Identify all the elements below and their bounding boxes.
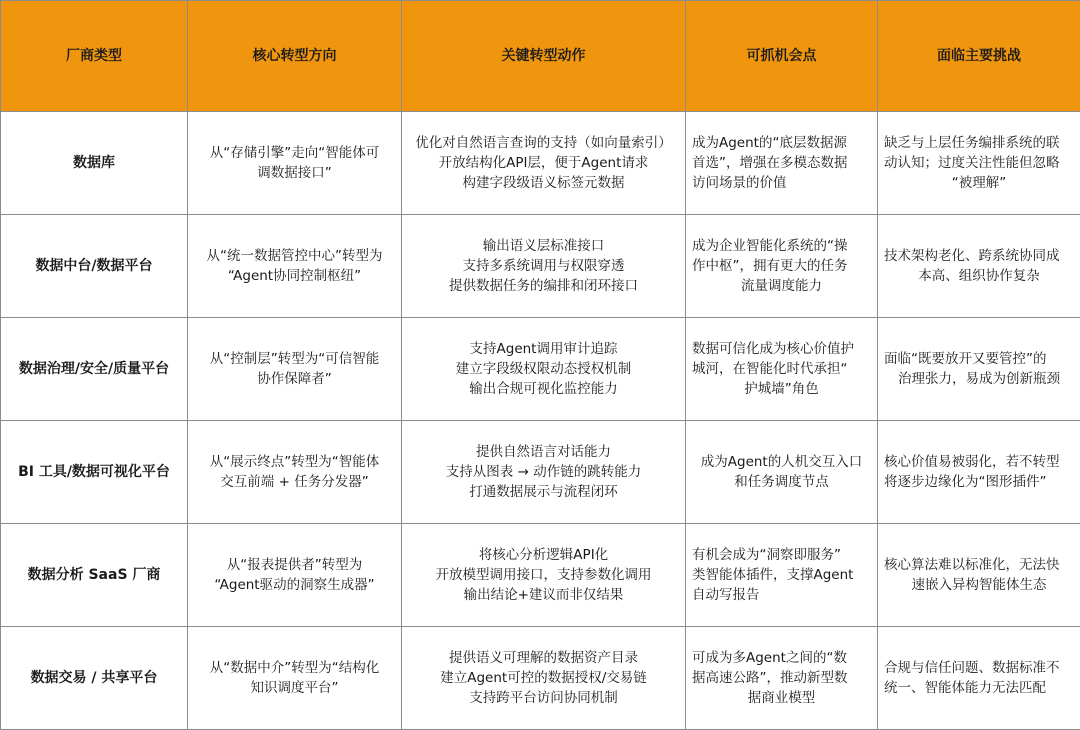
text-line: 将逐步边缘化为“图形插件” — [884, 472, 1074, 492]
cell-direction — [188, 318, 402, 421]
cell-actions — [402, 112, 686, 215]
cell-direction — [188, 421, 402, 524]
text-line: 开放模型调用接口，支持参数化调用 — [408, 565, 679, 585]
text-line: “Agent驱动的洞察生成器” — [194, 575, 395, 595]
text-line: 据商业模型 — [692, 688, 871, 708]
text-line: 构建字段级语义标签元数据 — [408, 173, 679, 193]
header-core-direction: 核心转型方向 — [188, 1, 402, 112]
text-line: 缺乏与上层任务编排系统的联 — [884, 133, 1074, 153]
text-line: 协作保障者” — [194, 369, 395, 389]
cell-opportunity — [686, 524, 878, 627]
text-line: 类智能体插件，支撑Agent — [692, 565, 871, 585]
text-line: 合规与信任问题、数据标准不 — [884, 658, 1074, 678]
text-line: 和任务调度节点 — [692, 472, 871, 492]
text-line: 面临“既要放开又要管控”的 — [884, 349, 1074, 369]
text-line: 核心价值易被弱化，若不转型 — [884, 452, 1074, 472]
text-line: 作中枢”，拥有更大的任务 — [692, 256, 871, 276]
table-header — [1, 1, 1080, 112]
text-line: 调数据接口” — [194, 163, 395, 183]
cell-challenge — [878, 627, 1080, 730]
cell-vendor-type: 数据库 — [1, 112, 188, 215]
text-line: 本高、组织协作复杂 — [884, 266, 1074, 286]
text-line: 提供语义可理解的数据资产目录 — [408, 648, 679, 668]
text-line: 交互前端 + 任务分发器” — [194, 472, 395, 492]
text-line: 可成为多Agent之间的“数 — [692, 648, 871, 668]
cell-actions — [402, 421, 686, 524]
text-line: 优化对自然语言查询的支持（如向量索引） — [408, 133, 679, 153]
cell-direction — [188, 112, 402, 215]
text-line: 成为企业智能化系统的“操 — [692, 236, 871, 256]
cell-opportunity — [686, 318, 878, 421]
cell-vendor-type: 数据交易 / 共享平台 — [1, 627, 188, 730]
text-line: 输出结论+建议而非仅结果 — [408, 585, 679, 605]
text-line: 动认知；过度关注性能但忽略 — [884, 153, 1074, 173]
text-line: 访问场景的价值 — [692, 173, 871, 193]
text-line: 有机会成为“洞察即服务” — [692, 545, 871, 565]
text-line: 支持从图表 → 动作链的跳转能力 — [408, 462, 679, 482]
table-row — [1, 627, 1080, 730]
text-line: 从“数据中介”转型为“结构化 — [194, 658, 395, 678]
header-key-actions: 关键转型动作 — [402, 1, 686, 112]
cell-opportunity — [686, 112, 878, 215]
cell-opportunity — [686, 215, 878, 318]
header-challenges: 面临主要挑战 — [878, 1, 1080, 112]
cell-vendor-type: 数据治理/安全/质量平台 — [1, 318, 188, 421]
header-vendor-type: 厂商类型 — [1, 1, 188, 112]
text-line: 从“展示终点”转型为“智能体 — [194, 452, 395, 472]
table-row — [1, 524, 1080, 627]
cell-challenge — [878, 318, 1080, 421]
cell-actions — [402, 627, 686, 730]
cell-actions — [402, 524, 686, 627]
text-line: 自动写报告 — [692, 585, 871, 605]
text-line: 数据可信化成为核心价值护 — [692, 339, 871, 359]
text-line: 据高速公路”，推动新型数 — [692, 668, 871, 688]
cell-opportunity — [686, 421, 878, 524]
text-line: 城河，在智能化时代承担“ — [692, 359, 871, 379]
text-line: 速嵌入异构智能体生态 — [884, 575, 1074, 595]
cell-direction — [188, 215, 402, 318]
cell-vendor-type: 数据分析 SaaS 厂商 — [1, 524, 188, 627]
text-line: “Agent协同控制枢纽” — [194, 266, 395, 286]
text-line: 技术架构老化、跨系统协同成 — [884, 246, 1074, 266]
table-row — [1, 421, 1080, 524]
text-line: 建立Agent可控的数据授权/交易链 — [408, 668, 679, 688]
text-line: 从“统一数据管控中心”转型为 — [194, 246, 395, 266]
text-line: 支持Agent调用审计追踪 — [408, 339, 679, 359]
text-line: 从“报表提供者”转型为 — [194, 555, 395, 575]
cell-challenge — [878, 112, 1080, 215]
cell-opportunity — [686, 627, 878, 730]
text-line: 统一、智能体能力无法匹配 — [884, 678, 1074, 698]
table-body — [1, 112, 1080, 730]
table-row — [1, 215, 1080, 318]
header-row — [1, 1, 1080, 112]
cell-challenge — [878, 421, 1080, 524]
text-line: 知识调度平台” — [194, 678, 395, 698]
text-line: 支持跨平台访问协同机制 — [408, 688, 679, 708]
cell-challenge — [878, 524, 1080, 627]
table-row — [1, 318, 1080, 421]
text-line: 成为Agent的人机交互入口 — [692, 452, 871, 472]
text-line: 支持多系统调用与权限穿透 — [408, 256, 679, 276]
text-line: 建立字段级权限动态授权机制 — [408, 359, 679, 379]
table-row — [1, 112, 1080, 215]
cell-direction — [188, 627, 402, 730]
text-line: 输出语义层标准接口 — [408, 236, 679, 256]
text-line: 治理张力，易成为创新瓶颈 — [884, 369, 1074, 389]
cell-direction — [188, 524, 402, 627]
cell-challenge — [878, 215, 1080, 318]
text-line: 打通数据展示与流程闭环 — [408, 482, 679, 502]
text-line: 开放结构化API层，便于Agent请求 — [408, 153, 679, 173]
header-opportunities: 可抓机会点 — [686, 1, 878, 112]
text-line: 核心算法难以标准化，无法快 — [884, 555, 1074, 575]
text-line: 输出合规可视化监控能力 — [408, 379, 679, 399]
cell-vendor-type: BI 工具/数据可视化平台 — [1, 421, 188, 524]
text-line: 提供数据任务的编排和闭环接口 — [408, 276, 679, 296]
text-line: “被理解” — [884, 173, 1074, 193]
text-line: 从“控制层”转型为“可信智能 — [194, 349, 395, 369]
cell-vendor-type: 数据中台/数据平台 — [1, 215, 188, 318]
text-line: 流量调度能力 — [692, 276, 871, 296]
cell-actions — [402, 215, 686, 318]
text-line: 首选”，增强在多模态数据 — [692, 153, 871, 173]
text-line: 将核心分析逻辑API化 — [408, 545, 679, 565]
text-line: 提供自然语言对话能力 — [408, 442, 679, 462]
text-line: 成为Agent的“底层数据源 — [692, 133, 871, 153]
text-line: 护城墙”角色 — [692, 379, 871, 399]
text-line: 从“存储引擎”走向“智能体可 — [194, 143, 395, 163]
cell-actions — [402, 318, 686, 421]
